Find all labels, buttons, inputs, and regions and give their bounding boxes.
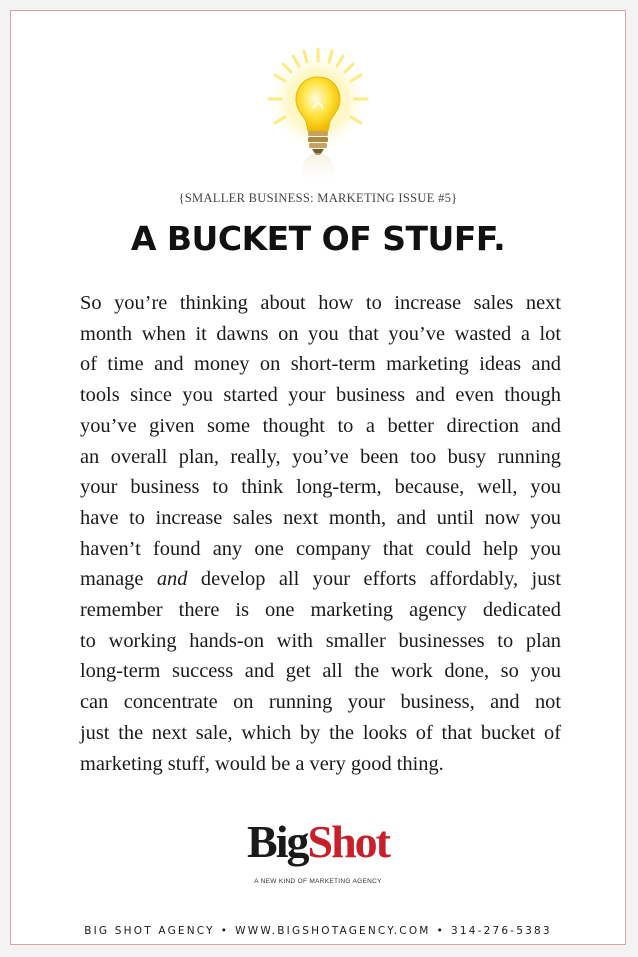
- footer-contact: [11, 925, 625, 937]
- bigshot-logo: [11, 816, 625, 867]
- body-line: to working hands-on with smaller businesses to plan: [80, 629, 561, 652]
- footer-separator: •: [436, 925, 445, 937]
- footer-separator: •: [220, 925, 230, 937]
- page-title: A BUCKET OF STUFF.: [130, 219, 506, 258]
- body-line-rest: develop all your efforts affordably, just: [187, 568, 561, 591]
- lightbulb-icon: [258, 39, 378, 199]
- footer-company: BIG SHOT AGENCY: [84, 925, 215, 937]
- body-line: of time and money on short-term marketing ideas and: [80, 353, 561, 376]
- body-line: long-term success and get all the work done, so you: [80, 660, 561, 683]
- footer-website: WWW.BIGSHOTAGENCY.COM: [235, 925, 431, 937]
- body-line: you’ve given some thought to a better direction and: [80, 414, 561, 437]
- body-line: tools since you started your business and even though: [80, 384, 561, 407]
- body-line: marketing stuff, would be a very good thing.: [80, 752, 444, 775]
- body-line: remember there is one marketing agency dedicated: [80, 599, 561, 622]
- body-paragraph: [80, 288, 561, 779]
- body-line: just the next sale, which by the looks of that bucket of: [80, 721, 561, 744]
- body-line: So you’re thinking about how to increase sales next: [80, 292, 561, 314]
- emphasis-text: and: [156, 568, 188, 591]
- poster-page: [10, 10, 626, 945]
- body-line: haven’t found any one company that could help you: [80, 537, 561, 560]
- body-line: your business to think long-term, because, well, you: [80, 476, 561, 499]
- body-line-start: manage: [80, 568, 157, 591]
- body-line: month when it dawns on you that you’ve wasted a lot: [80, 322, 561, 345]
- body-line: can concentrate on running your business, and not: [80, 691, 561, 714]
- body-line: have to increase sales next month, and until now you: [80, 506, 561, 529]
- logo-tagline: A NEW KIND OF MARKETING AGENCY: [254, 878, 382, 885]
- logo-word-shot: Shot: [307, 816, 389, 867]
- footer-phone: 314-276-5383: [450, 925, 552, 937]
- logo-word-big: Big: [247, 816, 308, 867]
- body-line-emphasis: [80, 564, 561, 595]
- body-line: an overall plan, really, you’ve been too busy running: [80, 445, 561, 468]
- issue-label: {SMALLER BUSINESS: MARKETING ISSUE #5}: [178, 191, 458, 205]
